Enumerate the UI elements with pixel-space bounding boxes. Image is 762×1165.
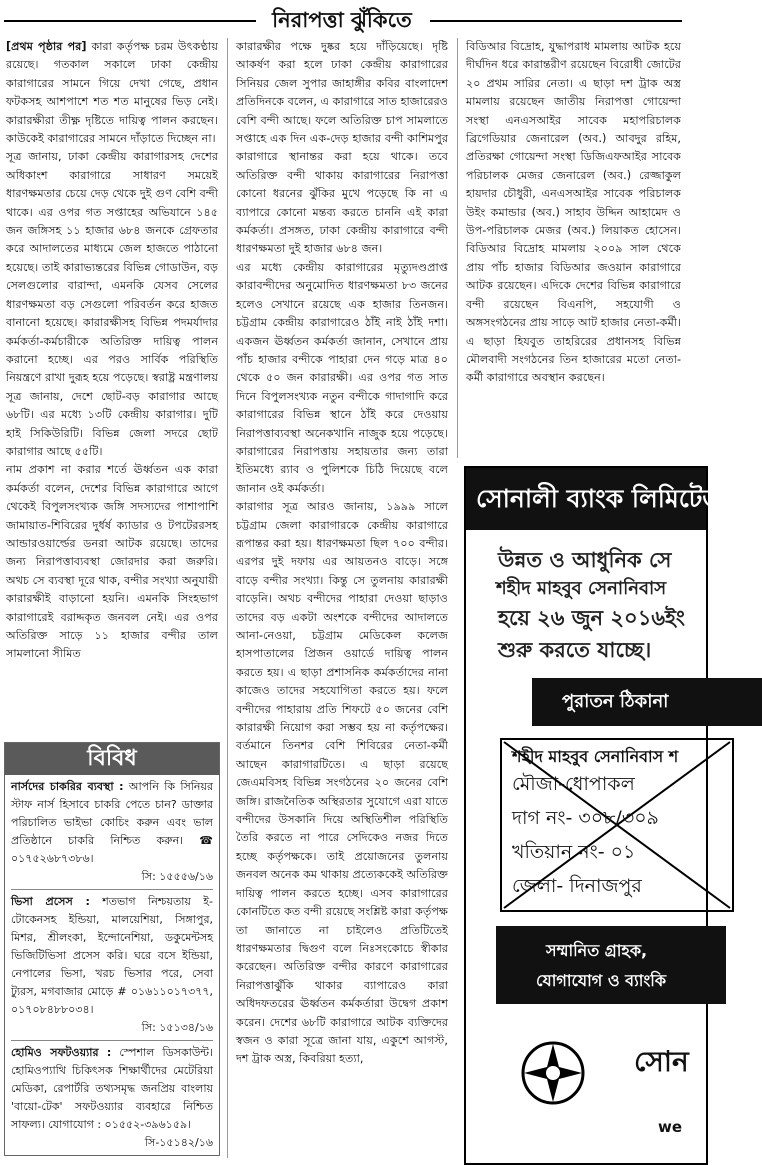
article-paragraph: বিডিআর বিদ্রোহ, যুদ্ধাপরাধ মামলায় আটক হয়ে দীর্ঘদিন ধরে কারান্তরীণ রয়েছেন বিরোধী জোটের ২০ প্রথম সারির নেতা। এ ছাড়া দশ ট্রাক অস্ত্র মামলায় রয়েছেন জাতীয় নিরাপত্তা গোয়েন্দা সংস্থা এনএসআইর সাবেক মহাপরিচালক ব্রিগেডিয়ার জেনারেল (অব.) আবদুর রহিম, প্রতিরক্ষা গোয়েন্দা সংস্থা ডিজিএফআইর সাবেক পরিচালক মেজর জেনারেল (অব.) রেজ্জাকুল হায়দার চৌধুরী, এনএসআইর সাবেক পরিচালক উইং কমান্ডার (অব.) সাহাব উদ্দিন আহামেদ ও উপ-পরিচালক মেজর (অব.) লিয়াকত হোসেন। বিডিআর বিদ্রোহ মামলায় ২০০৯ সাল থেকে প্রায় পাঁচ হাজার বিডিআর জওয়ান কারাগারে আটক রয়েছেন। এদিকে দেশের বিভিন্ন কারাগারে বন্দী রয়েছেন বিএনপি, সহযোগী ও অঙ্গসংগঠনের প্রায় সাড়ে আট হাজার নেতা-কর্মী। এ ছাড়া হিযবুত তাহরিরের প্রধানসহ বিভিন্ন মৌলবাদী সংগঠনের তিন হাজারের মতো নেতা-কর্মী কারাগারে অবস্থান করছেন।: [466, 40, 681, 385]
article-column-3: [466, 38, 681, 458]
notice-line: যোগাযোগ ও ব্যাংকি: [536, 971, 667, 990]
ad-body: শতভাগ নিশ্চয়তায় ই-টোকেনসহ ইন্ডিয়া, মালয়েশিয়া, সিঙ্গাপুর, মিশর, শ্রীলংকা, ইন্দোনেশিয়া, ডকুমেন্টসহ ভিজিটিভিসা প্রসেস করি। ঘরে বসে ইন্ডিয়া, নেপালের ভিসা, খরচ ভিসার পরে, সেবা ট্যুরস, মগবাজার মোড়ে # ০১৬১১০১৭৩৭৭, ০১৭০৮৪৮৮০৩৪।: [11, 895, 213, 1016]
column-divider: [227, 38, 228, 1158]
article-column-2: [236, 38, 448, 1160]
customer-notice-band: [496, 926, 726, 1004]
ad-ref: সি-১৫১৪২/১৬: [144, 1136, 213, 1149]
article-paragraph: কারাগার সূত্র আরও জানায়, ১৯৯৯ সালে চট্টগ্রাম জেলা কারাগারকে কেন্দ্রীয় কারাগারে রূপান্তর করা হয়। ধারণক্ষমতা ছিল ৭০০ বন্দীর। এরপর দুই দফায় এর আয়তনও বাড়ে। সঙ্গে বাড়ে বন্দীর সংখ্যা। কিন্তু সে তুলনায় কারারক্ষী বাড়েনি। অথচ বন্দীদের পাহারা দেওয়া ছাড়াও তাদের বড় একটা অংশকে বন্দীদের আদালতে আনা-নেওয়া, চট্টগ্রাম মেডিকেল কলেজ হাসপাতালের প্রিজন ওয়ার্ডে দায়িত্ব পালন করতে হয়। এ ছাড়া প্রশাসনিক কর্মকর্তাদের নানা কাজেও তাদের সহযোগিতা করতে হয়। ফলে বন্দীদের পাহারায় প্রতি শিফটে ৫০ জনের বেশি কারারক্ষী নিয়োগ করা সম্ভব হয় না কর্তৃপক্ষের। বর্তমানে তিনশর বেশি শিবিরের নেতা-কর্মী আছেন কারাগারটিতে। এ ছাড়া রয়েছে জেএমবিসহ বিভিন্ন সংগঠনের ২০ জনের বেশি জঙ্গি। রাজনৈতিক অস্থিরতার সুযোগে এরা যাতে বন্দীদের উসকানি দিয়ে অস্থিতিশীল পরিস্থিতি তৈরি করতে না পারে সেদিকেও নজর দিতে হচ্ছে কর্তৃপক্ষকে। তাই প্রয়োজনের তুলনায় জনবল অনেক কম থাকায় প্রত্যেককেই অতিরিক্ত দায়িত্ব পালন করতে হচ্ছে। এসব কারাগারের কোনটিতে কত বন্দী রয়েছে সংশ্লিষ্ট কারা কর্তৃপক্ষ তা জানাতে না চাইলেও প্রতিটিতেই ধারণক্ষমতার দ্বিগুণ বলে নিঃসংকোচে স্বীকার করেছেন। অতিরিক্ত বন্দীর কারণে কারাগারের নিরাপত্তাঝুঁকি থাকার ব্যাপারেও কারা অধিদফতরের ঊর্ধ্বতন কর্মকর্তারা উদ্বেগ প্রকাশ করেন। দেশের ৬৮টি কারাগারে আটক ব্যক্তিদের স্বজন ও কারা সূত্রে জানা যায়, একুশে আগস্ট, দশ ট্রাক অস্ত্র, কিবরিয়া হত্যা,: [236, 500, 448, 1066]
address-line: মৌজা-ধোপাকল: [512, 773, 635, 795]
continuation-marker: [প্রথম পৃষ্ঠার পর]: [6, 40, 87, 53]
headline-rule-left: [4, 20, 256, 22]
column-divider: [457, 38, 458, 458]
address-line: জেলা- দিনাজপুর: [512, 875, 642, 897]
address-line: খতিয়ান নং- ০১: [512, 841, 636, 863]
old-address-label: পুরাতন ঠিকানা: [532, 678, 762, 726]
ad-title: নার্সদের চাকরির ব্যবস্থা :: [11, 780, 124, 793]
ad-ref: সি: ১৫১৩৪/১৬: [141, 1021, 213, 1034]
headline: নিরাপত্তা ঝুঁকিতে: [272, 8, 412, 32]
ad-title: ভিসা প্রসেস :: [11, 895, 90, 908]
article-column-1: [6, 38, 218, 740]
classifieds-box: [4, 742, 220, 1156]
article-paragraph: নাম প্রকাশ না করার শর্তে ঊর্ধ্বতন এক কারা কর্মকর্তা বলেন, দেশের বিভিন্ন কারাগারে আগে থেকেই বিপুলসংখ্যক জঙ্গি সদস্যদের পাশাপাশি জামায়াত-শিবিরের দুর্ধর্ষ ক্যাডার ও টপটেররসহ আন্ডারওয়ার্ল্ডের ডনরা আটক রয়েছে। তাদের জন্য নিরাপত্তাব্যবস্থা জোরদার করা জরুরি। অথচ সে ব্যবস্থা দূরে থাক, বন্দীর সংখ্যা অনুযায়ী কারারক্ষীই বাড়ানো হয়নি। এমনকি সিংহভাগ কারাগারেই বরাদ্দকৃত জনবল নেই। এর ওপর অতিরিক্ত সাড়ে ১১ হাজার বন্দীর তাল সামলানো সীমিত: [6, 463, 218, 661]
headline-bar: [0, 0, 687, 40]
ad-title: হোমিও সফটওয়্যার :: [11, 1046, 112, 1059]
notice-line: সম্মানিত গ্রাহক,: [546, 941, 648, 960]
notice-line: শুরু করতে যাচ্ছে।: [498, 638, 652, 662]
classified-ad: [11, 893, 213, 1041]
classified-ad: [11, 778, 213, 890]
classified-ad: [11, 1044, 213, 1155]
bank-brand: সোন: [634, 1045, 689, 1078]
address-line: শহীদ মাহবুব সেনানিবাস শ: [512, 747, 679, 766]
article-paragraph: সূত্র জানায়, ঢাকা কেন্দ্রীয় কারাগারসহ দেশের অধিকাংশ কারাগারে সাধারণ সময়েই ধারণক্ষমতার চেয়ে দেড় থেকে দুই গুণ বেশি বন্দী থাকে। এর ওপর গত সপ্তাহের অভিযানে ১৪৫ জন জঙ্গিসহ ১১ হাজার ৬৮৪ জনকে গ্রেফতার করে আদালতের মাধ্যমে জেল হাজতে পাঠানো হয়েছে। তাই কারাভ্যন্তরের বিভিন্ন গোডাউন, বড় সেলগুলোর বারান্দা, এমনকি যেসব সেলের ধারণক্ষমতা বড় সেগুলো পরিবর্তন করে হাজত বানানো হয়েছে। কারারক্ষীসহ বিভিন্ন পদমর্যাদার কর্মকর্তা-কর্মচারীকে অতিরিক্ত দায়িত্ব পালন করানো হচ্ছে। এর পরও সার্বিক পরিস্থিতি নিয়ন্ত্রণে রাখা দুরূহ হয়ে পড়েছে। স্বরাষ্ট্র মন্ত্রণালয় সূত্র জানায়, দেশে ছোট-বড় কারাগার আছে ৬৮টি। এর মধ্যে ১৩টি কেন্দ্রীয় কারাগার। দুটি হাই সিকিউরিটি। বিভিন্ন জেলা সদরে ছোট কারাগার আছে ৫৫টি।: [6, 150, 218, 458]
classifieds-title: বিবিধ: [5, 743, 219, 775]
article-paragraph: [প্রথম পৃষ্ঠার পর] কারা কর্তৃপক্ষ চরম উৎকণ্ঠায় রয়েছে। গতকাল সকালে ঢাকা কেন্দ্রীয় কারাগারের সামনে গিয়ে দেখা গেছে, প্রধান ফটকসহ আশপাশে শত শত মানুষের ভিড় নেই। কারারক্ষীরা তীক্ষ্ণ দৃষ্টিতে দায়িত্ব পালন করছেন। কাউকেই কারাগারের সামনে দাঁড়াতে দিচ্ছেন না।: [6, 40, 219, 146]
address-line: দাগ নং- ৩০৮/৩০৯: [512, 807, 659, 829]
ad-body: স্পেশাল ডিসকাউন্ট। হোমিওপ্যাথি চিকিৎসক শিক্ষার্থীদের মেটেরিয়া মেডিকা, রেপার্টরি তথ্যসমৃদ্ধ জনপ্রিয় বাংলায় 'বায়ো-টেক' সফটওয়্যার ব্যবহারে নিশ্চিত সাফল্য। যোগাযোগ : ০১৫৫২-৩৯৬১৫৯।: [11, 1046, 213, 1131]
bank-notice: [464, 466, 754, 1165]
ad-ref: সি: ১৫৫৫৬/১৬: [141, 870, 213, 883]
article-paragraph: এর মধ্যে কেন্দ্রীয় কারাগারের মৃত্যুদণ্ডপ্রাপ্ত কারাবন্দীদের অনুমোদিত ধারণক্ষমতা ৮৩ জনের হলেও সেখানে রয়েছে এক হাজার তিনজন। চট্টগ্রাম কেন্দ্রীয় কারাগারেও ঠাঁই নাই ঠাঁই দশা। একজন ঊর্ধ্বতন কর্মকর্তা জানান, সেখানে প্রায় পাঁচ হাজার বন্দীকে পাহারা দেন গড়ে মাত্র ৪০ থেকে ৫০ জন কারারক্ষী। এর ওপর গত সাত দিনে বিপুলসংখ্যক নতুন বন্দীকে গাদাগাদি করে কারাগারের বিভিন্ন স্থানে ঠাঁই করে দেওয়ায় নিরাপত্তাব্যবস্থা অনেকখানি নাজুক হয়ে পড়েছে। কারাগারের নিরাপত্তায় সহায়তার জন্য তারা ইতিমধ্যে র‌্যাব ও পুলিশকে চিঠি দিয়েছে বলে জানান ওই কর্মকর্তা।: [236, 260, 448, 495]
old-address-box: [500, 738, 734, 912]
bank-name-banner: সোনালী ব্যাংক লিমিটেড, শ: [466, 468, 706, 530]
ad-body: আপনি কি সিনিয়র স্টাফ নার্স হিসাবে চাকরি পেতে চান? ডাক্তার পরিচালিত ভাইভা কোচিং করুন এবং ভাল প্রতিষ্ঠানে চাকরি নিশ্চিত করুন। ☎ ০১৭৫২৬৮৭৩৮৬।: [11, 780, 213, 865]
notice-line: হয়ে ২৬ জুন ২০১৬ইং: [498, 606, 685, 630]
article-paragraph: কারারক্ষীর পক্ষে দুষ্কর হয়ে দাঁড়িয়েছে। দৃষ্টি আকর্ষণ করা হলে ঢাকা কেন্দ্রীয় কারাগারের সিনিয়র জেল সুপার জাহাঙ্গীর কবির বাংলাদেশ প্রতিদিনকে বলেন, এ কারাগারে সাত হাজারেরও বেশি বন্দী আছে। ফলে অতিরিক্ত চাপ সামলাতে সপ্তাহে এক দিন এক-দেড় হাজার বন্দী কাশিমপুর কারাগারে স্থানান্তর করা হয়ে থাকে। তবে অতিরিক্ত বন্দী থাকায় কারাগারের নিরাপত্তা কোনো ধরনের ঝুঁকির মুখে পড়েছে কি না এ ব্যাপারে কোনো মন্তব্য করতে চাননি এই কারা কর্মকর্তা। প্রসঙ্গত, ঢাকা কেন্দ্রীয় কারাগারে বন্দী ধারণক্ষমতা দুই হাজার ৬৮৪ জন।: [236, 40, 448, 256]
notice-line: শহীদ মাহবুব সেনানিবাস: [496, 578, 667, 599]
headline-rule-right: [430, 20, 682, 22]
notice-line: উন্নত ও আধুনিক সে: [498, 548, 672, 572]
bank-website: we: [658, 1118, 683, 1136]
sonali-bank-logo-icon: [518, 1038, 588, 1108]
